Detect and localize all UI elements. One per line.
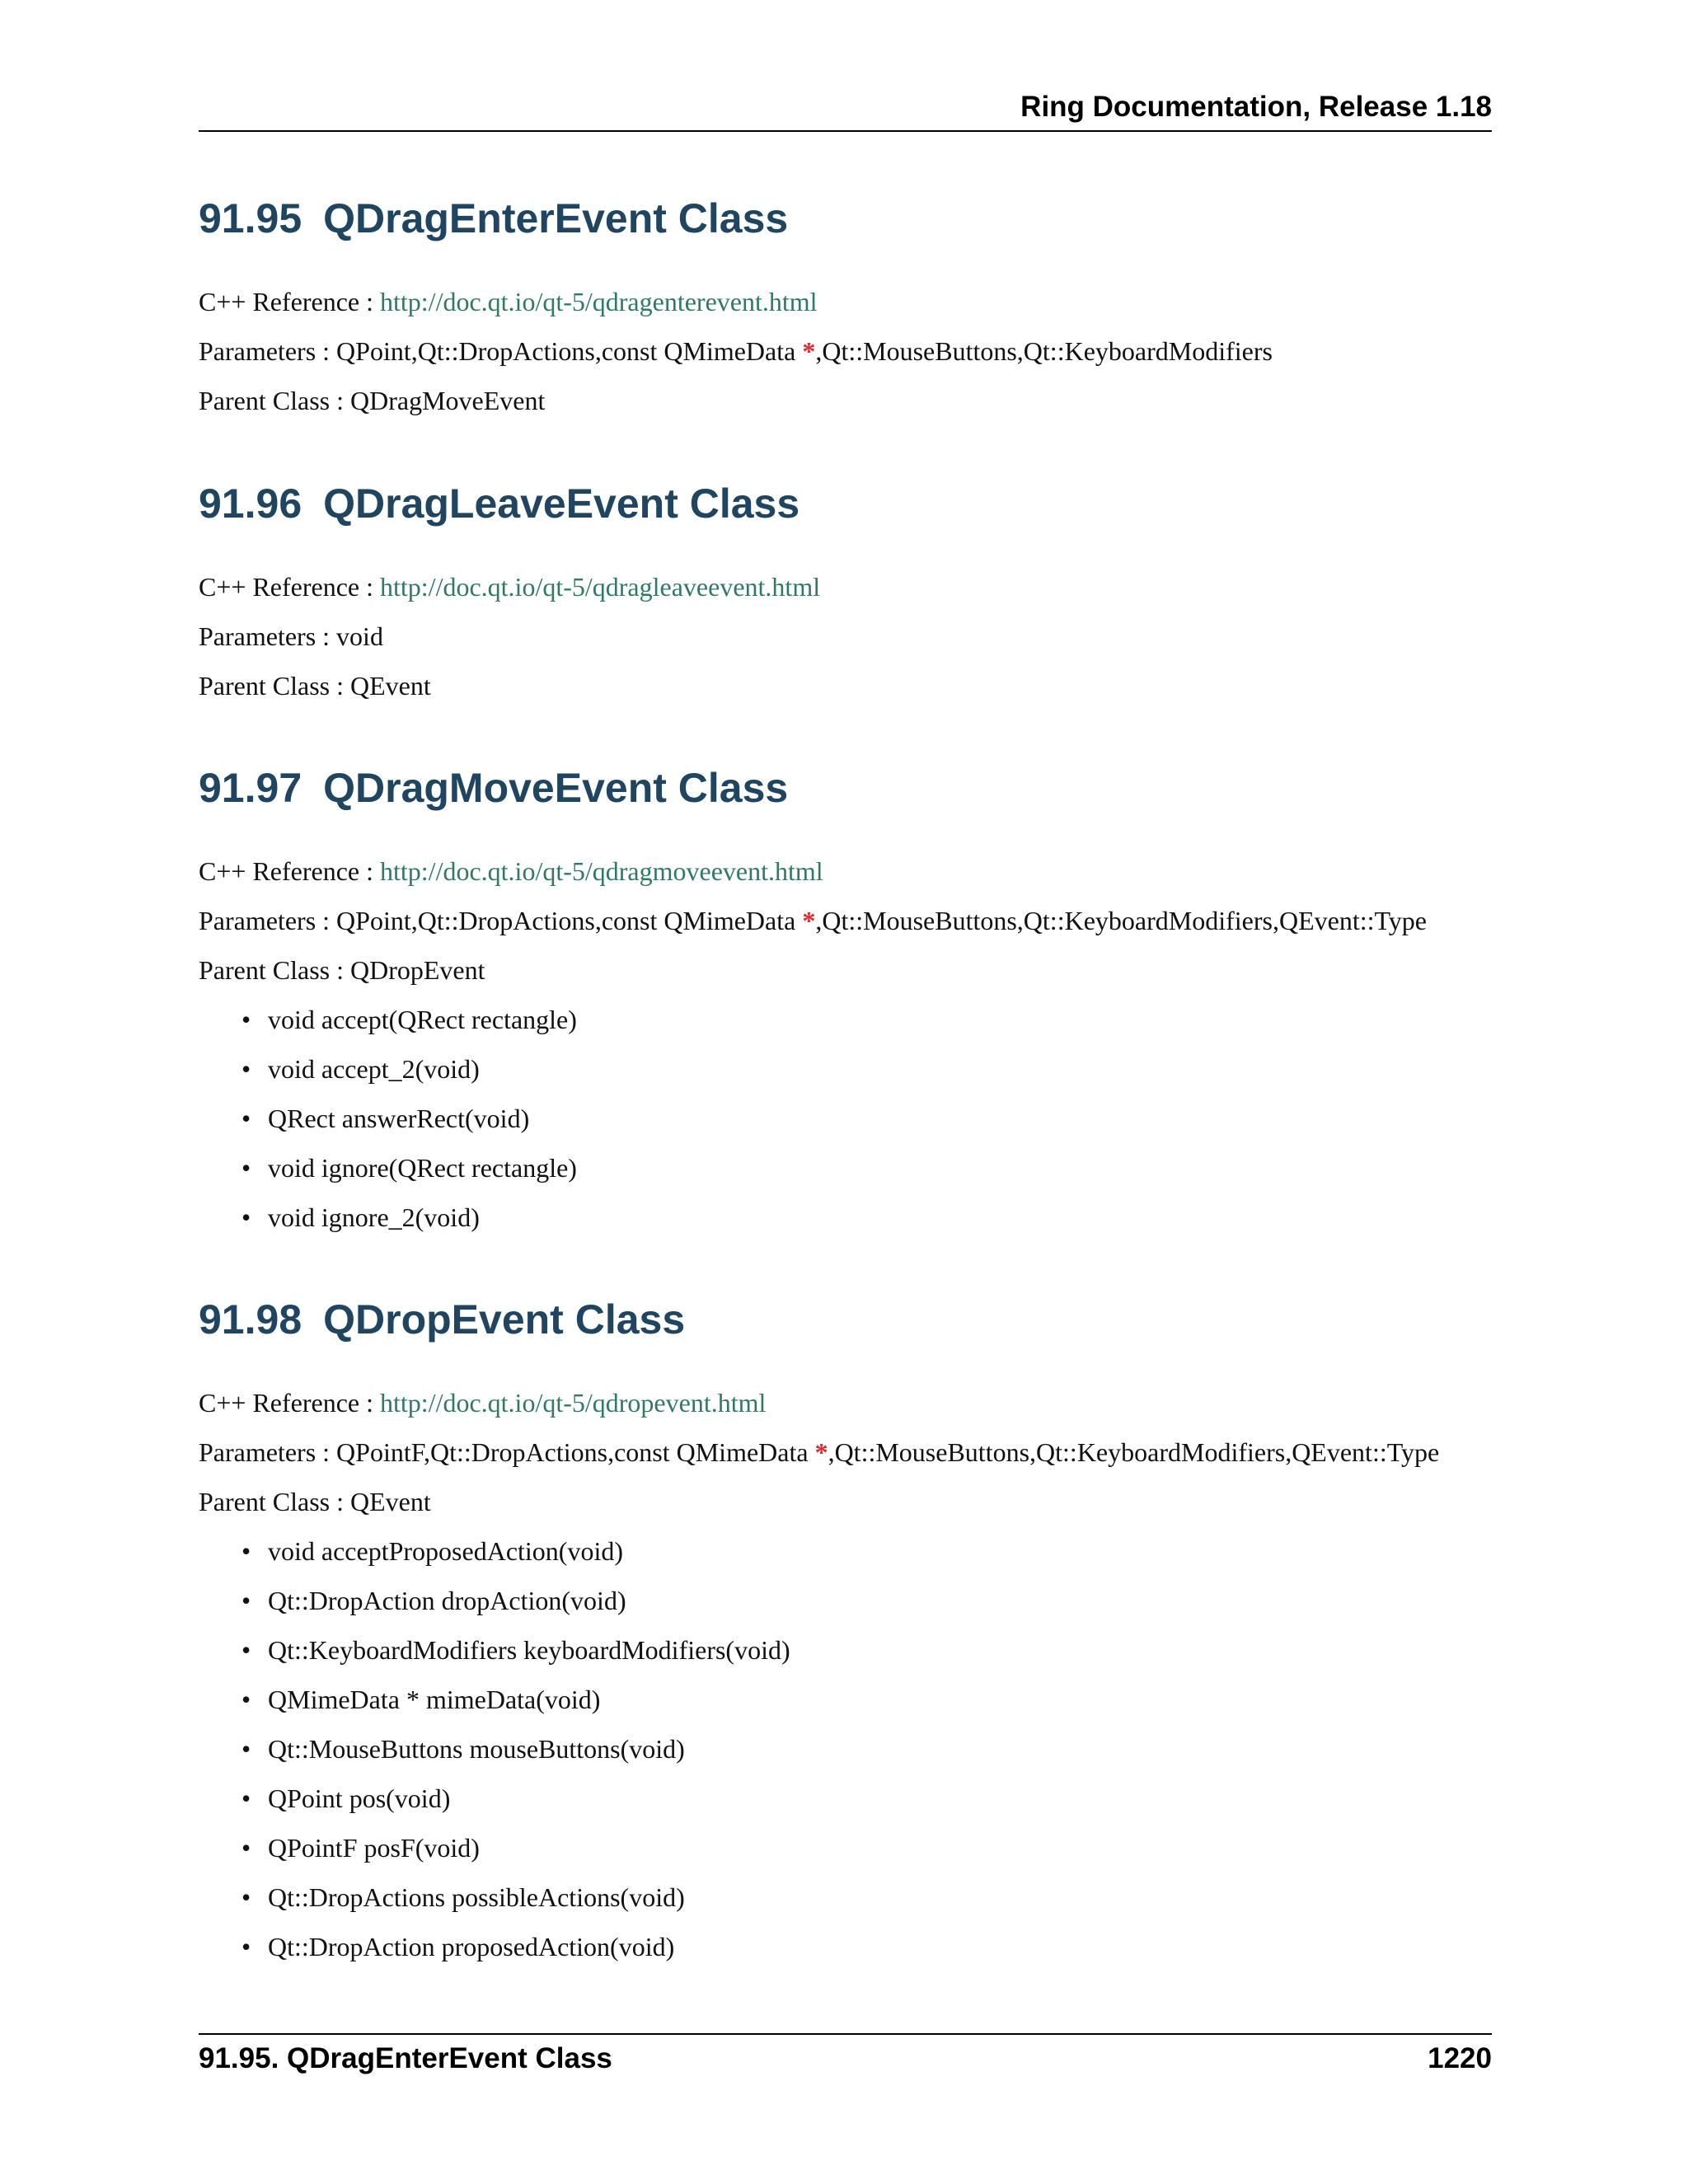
section-qdragenterevent: [199, 195, 1492, 429]
method-signature: Qt::KeyboardModifiers keyboardModifiers(void): [268, 1635, 790, 1665]
cpp-reference-label: C++ Reference :: [199, 1388, 373, 1418]
parameters-value: [336, 336, 1273, 366]
parameters-value: void: [336, 621, 383, 651]
pointer-star: *: [802, 336, 816, 366]
parent-class-label: Parent Class :: [199, 671, 344, 701]
method-signature: void accept(QRect rectangle): [268, 1005, 577, 1034]
parameters-after: ,Qt::MouseButtons,Qt::KeyboardModifiers,QEvent::Type: [815, 906, 1427, 935]
list-item: [241, 1155, 577, 1204]
list-item: [241, 1736, 790, 1785]
method-list: [241, 1006, 577, 1254]
bullet-icon: •: [241, 1202, 251, 1232]
section-qdragleaveevent: [199, 480, 1492, 714]
parameters-line: [199, 338, 1273, 364]
cpp-reference-link[interactable]: http://doc.qt.io/qt-5/qdragmoveevent.html: [380, 856, 823, 886]
method-signature: QPoint pos(void): [268, 1783, 451, 1813]
cpp-reference-line: [199, 858, 823, 884]
section-title: QDropEvent Class: [323, 1296, 686, 1343]
parent-class-value: QEvent: [349, 671, 431, 701]
list-item: [241, 1006, 577, 1056]
cpp-reference-link[interactable]: http://doc.qt.io/qt-5/qdragenterevent.html: [380, 287, 818, 316]
parent-class-value: QDragMoveEvent: [349, 386, 546, 415]
cpp-reference-link[interactable]: http://doc.qt.io/qt-5/qdragleaveevent.html: [380, 572, 821, 602]
pointer-star: *: [802, 906, 816, 935]
parent-class-value: QDropEvent: [349, 955, 485, 985]
parameters-after: ,Qt::MouseButtons,Qt::KeyboardModifiers,QEvent::Type: [828, 1437, 1440, 1467]
cpp-reference-label: C++ Reference :: [199, 572, 373, 602]
section-title: QDragMoveEvent Class: [323, 765, 789, 811]
parameters-line: [199, 907, 1427, 934]
cpp-reference-line: [199, 288, 818, 315]
bullet-icon: •: [241, 1932, 251, 1961]
document-page: [199, 0, 1492, 2184]
parameters-label: Parameters :: [199, 336, 331, 366]
bullet-icon: •: [241, 1734, 251, 1764]
parameters-label: Parameters :: [199, 906, 331, 935]
bullet-icon: •: [241, 1635, 251, 1665]
method-signature: Qt::DropActions possibleActions(void): [268, 1882, 685, 1912]
section-heading: [199, 480, 1492, 527]
method-signature: QMimeData * mimeData(void): [268, 1685, 601, 1714]
section-heading: [199, 195, 1492, 241]
list-item: [241, 1105, 577, 1155]
section-qdragmoveevent: [199, 767, 1492, 1245]
footer-rule: [199, 2033, 1492, 2035]
list-item: [241, 1204, 577, 1254]
bullet-icon: •: [241, 1104, 251, 1133]
list-item: [241, 1835, 790, 1884]
list-item: [241, 1587, 790, 1637]
bullet-icon: •: [241, 1685, 251, 1714]
method-signature: Qt::DropAction dropAction(void): [268, 1586, 626, 1615]
bullet-icon: •: [241, 1054, 251, 1084]
parent-class-value: QEvent: [349, 1487, 431, 1516]
cpp-reference-link[interactable]: http://doc.qt.io/qt-5/qdropevent.html: [380, 1388, 767, 1418]
method-signature: Qt::MouseButtons mouseButtons(void): [268, 1734, 685, 1764]
section-heading: [199, 765, 1492, 811]
section-number: 91.96: [199, 480, 302, 527]
parameters-line: [199, 623, 383, 649]
method-list: [241, 1538, 790, 1983]
method-signature: QPointF posF(void): [268, 1833, 480, 1863]
parent-class-label: Parent Class :: [199, 386, 344, 415]
section-number: 91.97: [199, 765, 302, 811]
parameters-after: ,Qt::MouseButtons,Qt::KeyboardModifiers: [815, 336, 1273, 366]
section-number: 91.98: [199, 1296, 302, 1343]
section-heading: [199, 1296, 1492, 1343]
bullet-icon: •: [241, 1783, 251, 1813]
parent-class-line: [199, 957, 485, 983]
parent-class-line: [199, 673, 431, 699]
parameters-label: Parameters :: [199, 621, 331, 651]
section-qdropevent: [199, 1296, 1492, 1991]
bullet-icon: •: [241, 1586, 251, 1615]
list-item: [241, 1056, 577, 1105]
method-signature: QRect answerRect(void): [268, 1104, 530, 1133]
bullet-icon: •: [241, 1536, 251, 1566]
parameters-value: [336, 906, 1427, 935]
bullet-icon: •: [241, 1833, 251, 1863]
parameters-label: Parameters :: [199, 1437, 331, 1467]
pointer-star: *: [814, 1437, 828, 1467]
list-item: [241, 1637, 790, 1686]
cpp-reference-line: [199, 574, 820, 600]
list-item: [241, 1686, 790, 1736]
section-title: QDragLeaveEvent Class: [323, 480, 800, 527]
parent-class-line: [199, 387, 545, 414]
parameters-before: QPointF,Qt::DropActions,const QMimeData: [336, 1437, 815, 1467]
parent-class-line: [199, 1488, 431, 1515]
header-rule: [199, 130, 1492, 132]
method-signature: void accept_2(void): [268, 1054, 480, 1084]
parameters-before: QPoint,Qt::DropActions,const QMimeData: [336, 906, 803, 935]
list-item: [241, 1933, 790, 1983]
bullet-icon: •: [241, 1153, 251, 1183]
parameters-before: QPoint,Qt::DropActions,const QMimeData: [336, 336, 803, 366]
list-item: [241, 1884, 790, 1933]
cpp-reference-line: [199, 1390, 766, 1416]
method-signature: Qt::DropAction proposedAction(void): [268, 1932, 675, 1961]
running-header: Ring Documentation, Release 1.18: [1020, 91, 1492, 123]
bullet-icon: •: [241, 1882, 251, 1912]
cpp-reference-label: C++ Reference :: [199, 287, 373, 316]
method-signature: void acceptProposedAction(void): [268, 1536, 623, 1566]
section-title: QDragEnterEvent Class: [323, 195, 789, 241]
section-number: 91.95: [199, 195, 302, 241]
parent-class-label: Parent Class :: [199, 1487, 344, 1516]
cpp-reference-label: C++ Reference :: [199, 856, 373, 886]
list-item: [241, 1538, 790, 1587]
bullet-icon: •: [241, 1005, 251, 1034]
parameters-value: [336, 1437, 1439, 1467]
method-signature: void ignore_2(void): [268, 1202, 480, 1232]
parent-class-label: Parent Class :: [199, 955, 344, 985]
footer-page-number: 1220: [1428, 2042, 1492, 2074]
method-signature: void ignore(QRect rectangle): [268, 1153, 577, 1183]
footer-section-title: 91.95. QDragEnterEvent Class: [199, 2042, 612, 2074]
parameters-line: [199, 1439, 1439, 1465]
list-item: [241, 1785, 790, 1835]
